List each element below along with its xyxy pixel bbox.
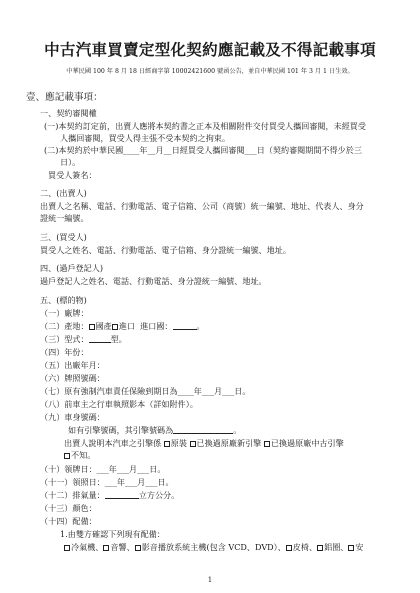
field-equipment: （十四）配備： — [40, 516, 97, 526]
checkbox-used-oem-engine[interactable] — [264, 441, 270, 447]
checkbox-av-system[interactable] — [135, 545, 141, 551]
field-model-label: （三）型式： — [40, 334, 89, 344]
field-previous-license: （八）前車主之行車執照影本（詳如附件）。 — [40, 399, 198, 409]
engine-number-line — [68, 425, 241, 435]
item2-line2: 證統一編號。 — [40, 213, 89, 223]
option-air-conditioner: 冷氣機、 — [71, 542, 104, 552]
option-av-system: 影音播放系統主機(包含 VCD、DVD）、 — [141, 542, 286, 552]
option-new-oem-engine: 已換過原廠新引擎 — [196, 438, 262, 448]
import-country-label: 進口國： — [140, 321, 173, 331]
model-blank[interactable] — [89, 334, 111, 343]
field-origin-label: （二）產地： — [40, 321, 89, 331]
section-heading: 壹、應記載事項： — [26, 92, 103, 103]
field-displacement-label: （十二）排氣量： — [40, 490, 105, 500]
displacement-end: 立方公分。 — [138, 490, 180, 500]
item1-p1-line1: (一)本契約訂定前，出賣人應將本契約書之正本及相關附件交付買受人攜回審閱，未經買受 — [44, 121, 366, 131]
option-leather-seats: 皮椅、 — [292, 542, 318, 552]
item1-p2-line1: (二)本契約於中華民國____年__月__日經買受人攜回審閱___日（契約審閱期間不得少於三 — [44, 145, 362, 155]
field-displacement — [40, 490, 179, 500]
displacement-blank[interactable] — [105, 490, 139, 499]
item4-heading: 四、(過戶登記人) — [40, 263, 103, 273]
engine-number-blank[interactable] — [173, 425, 233, 434]
checkbox-original-engine[interactable] — [164, 441, 170, 447]
equipment-intro: 1.由雙方確認下列現有配備： — [60, 529, 165, 539]
engine-number-end: 。 — [233, 425, 242, 435]
document-subtitle: 中華民國 100 年 8 月 18 日經商字第 10002421600 號函公告，並自中華民國 101 年 3 月 1 日生效。 — [66, 68, 354, 75]
option-original-engine: 原裝 — [170, 438, 187, 448]
origin-end: 。 — [196, 321, 205, 331]
option-used-oem-engine: 已換過原廠中古引擎 — [270, 438, 344, 448]
buyer-signature-label: 買受人簽名： — [48, 170, 97, 180]
item3-heading: 三、(買受人) — [40, 232, 87, 242]
field-color: （十三）顏色： — [40, 503, 97, 513]
option-unknown: 不知。 — [71, 450, 96, 460]
item1-p1-line2: 人攜回審閱，買受人得主張不受本契約之拘束。 — [60, 133, 230, 143]
item1-heading: 一、契約審閱權 — [40, 108, 97, 118]
equipment-options-line — [64, 542, 364, 552]
field-plate-issue-date: （十）領牌日：___年___月___日。 — [40, 464, 166, 474]
item2-heading: 二、(出賣人) — [40, 188, 87, 198]
engine-number-label: 如有引擎號碼，其引擎號碼為 — [68, 425, 174, 435]
field-license-issue-date: （十一）領照日：___年___月___日。 — [40, 477, 174, 487]
field-origin — [40, 321, 205, 331]
checkbox-safety[interactable] — [348, 545, 354, 551]
item1-p2-line2: 日）。 — [60, 157, 81, 167]
checkbox-unknown[interactable] — [64, 453, 70, 459]
field-year: （四）年份： — [40, 347, 89, 357]
field-model — [40, 334, 127, 344]
option-safety-partial: 安 — [355, 542, 364, 552]
option-alloy-wheels: 鋁圈、 — [324, 542, 349, 552]
item2-line1: 出賣人之名稱、電話、行動電話、電子信箱、公司（商號）統一編號、地址、代表人、身分 — [40, 201, 364, 211]
field-manufacture-date: （五）出廠年月： — [40, 360, 105, 370]
checkbox-new-oem-engine[interactable] — [190, 441, 196, 447]
item4-line1: 過戶登記人之姓名、電話、行動電話、身分證統一編號、地址。 — [40, 276, 267, 286]
page-number: 1 — [207, 576, 213, 584]
checkbox-leather-seats[interactable] — [286, 545, 292, 551]
field-insurance-expiry: （七）原有強制汽車責任保險到期日為____年___月___日。 — [40, 386, 251, 396]
option-audio: 音響、 — [110, 542, 135, 552]
document-title: 中古汽車買賣定型化契約應記載及不得記載事項 — [44, 41, 376, 59]
item3-line1: 買受人之姓名、電話、行動電話、電子信箱、身分證統一編號、地址。 — [40, 245, 291, 255]
checkbox-alloy-wheels[interactable] — [317, 545, 323, 551]
checkbox-domestic[interactable] — [89, 324, 95, 330]
model-end: 型。 — [110, 334, 127, 344]
option-domestic: 國產 — [95, 321, 112, 331]
item5-heading: 五、(標的物) — [40, 295, 87, 305]
import-country-blank[interactable] — [173, 321, 197, 330]
engine-origin-label: 出賣人說明本汽車之引擎係 — [64, 438, 162, 448]
field-body-number: （九）車身號碼： — [40, 412, 105, 422]
option-imported: 進口 — [118, 321, 135, 331]
field-brand: （一）廠牌： — [40, 308, 89, 318]
checkbox-audio[interactable] — [103, 545, 109, 551]
checkbox-air-conditioner[interactable] — [64, 545, 70, 551]
engine-origin-line — [64, 438, 344, 448]
engine-origin-unknown-line — [64, 450, 95, 460]
checkbox-imported[interactable] — [112, 324, 118, 330]
field-plate-number: （六）牌照號碼： — [40, 373, 105, 383]
